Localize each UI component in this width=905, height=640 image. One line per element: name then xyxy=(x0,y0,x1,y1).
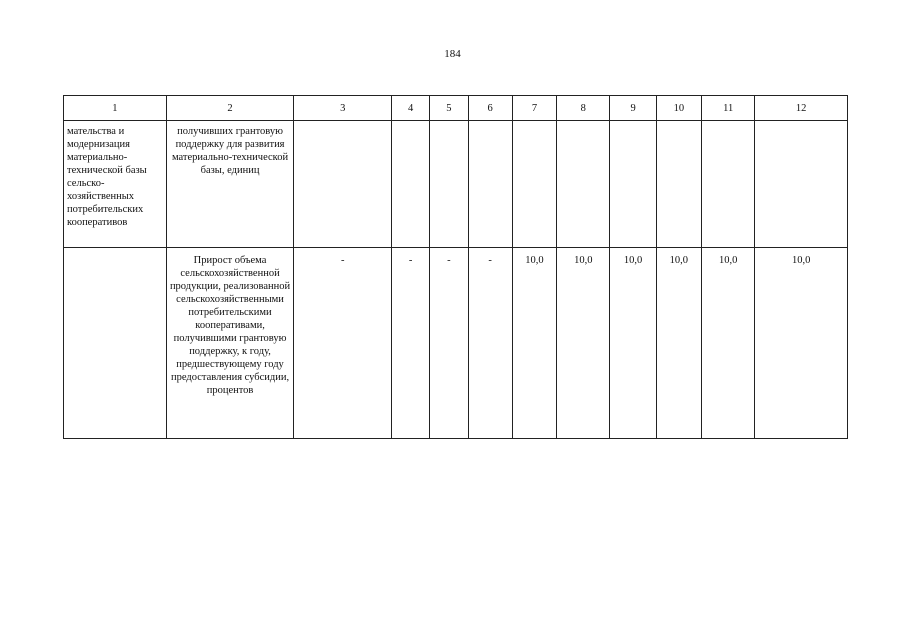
value-cell xyxy=(656,121,701,248)
value-cell xyxy=(430,121,468,248)
value-cell: - xyxy=(430,248,468,439)
header-cell: 1 xyxy=(64,96,167,121)
header-cell: 12 xyxy=(755,96,848,121)
value-cell xyxy=(468,121,512,248)
value-cell xyxy=(610,121,656,248)
header-cell: 6 xyxy=(468,96,512,121)
value-cell: - xyxy=(468,248,512,439)
value-cell xyxy=(512,121,556,248)
header-cell: 10 xyxy=(656,96,701,121)
value-cell xyxy=(557,121,610,248)
header-cell: 11 xyxy=(701,96,754,121)
value-cell: - xyxy=(294,248,392,439)
value-cell: 10,0 xyxy=(755,248,848,439)
header-cell: 2 xyxy=(166,96,294,121)
row-task-cell xyxy=(64,248,167,439)
value-cell: 10,0 xyxy=(512,248,556,439)
header-cell: 5 xyxy=(430,96,468,121)
value-cell xyxy=(755,121,848,248)
header-cell: 7 xyxy=(512,96,556,121)
row-indicator-cell: Прирост объема сельскохозяйственной продукции, реализованной сельскохозяйственными потребительскими кооперативами, получившими грантовую поддержку, к году, предшествующему году предоставления субсидии, процентов xyxy=(166,248,294,439)
table-row xyxy=(64,248,848,439)
page-number: 184 xyxy=(444,48,461,60)
row-task-cell: мательства и модернизация материально-технической базы сельско-хозяйственных потребительских кооперативов xyxy=(64,121,167,248)
value-cell xyxy=(392,121,430,248)
header-cell: 4 xyxy=(392,96,430,121)
value-cell: 10,0 xyxy=(701,248,754,439)
value-cell: 10,0 xyxy=(610,248,656,439)
value-cell: 10,0 xyxy=(656,248,701,439)
table-row xyxy=(64,121,848,248)
value-cell xyxy=(701,121,754,248)
header-cell: 8 xyxy=(557,96,610,121)
value-cell: 10,0 xyxy=(557,248,610,439)
header-cell: 9 xyxy=(610,96,656,121)
header-cell: 3 xyxy=(294,96,392,121)
value-cell: - xyxy=(392,248,430,439)
row-indicator-cell: получивших грантовую поддержку для развития материально-технической базы, единиц xyxy=(166,121,294,248)
indicator-table xyxy=(63,95,848,439)
value-cell xyxy=(294,121,392,248)
header-row xyxy=(64,96,848,121)
